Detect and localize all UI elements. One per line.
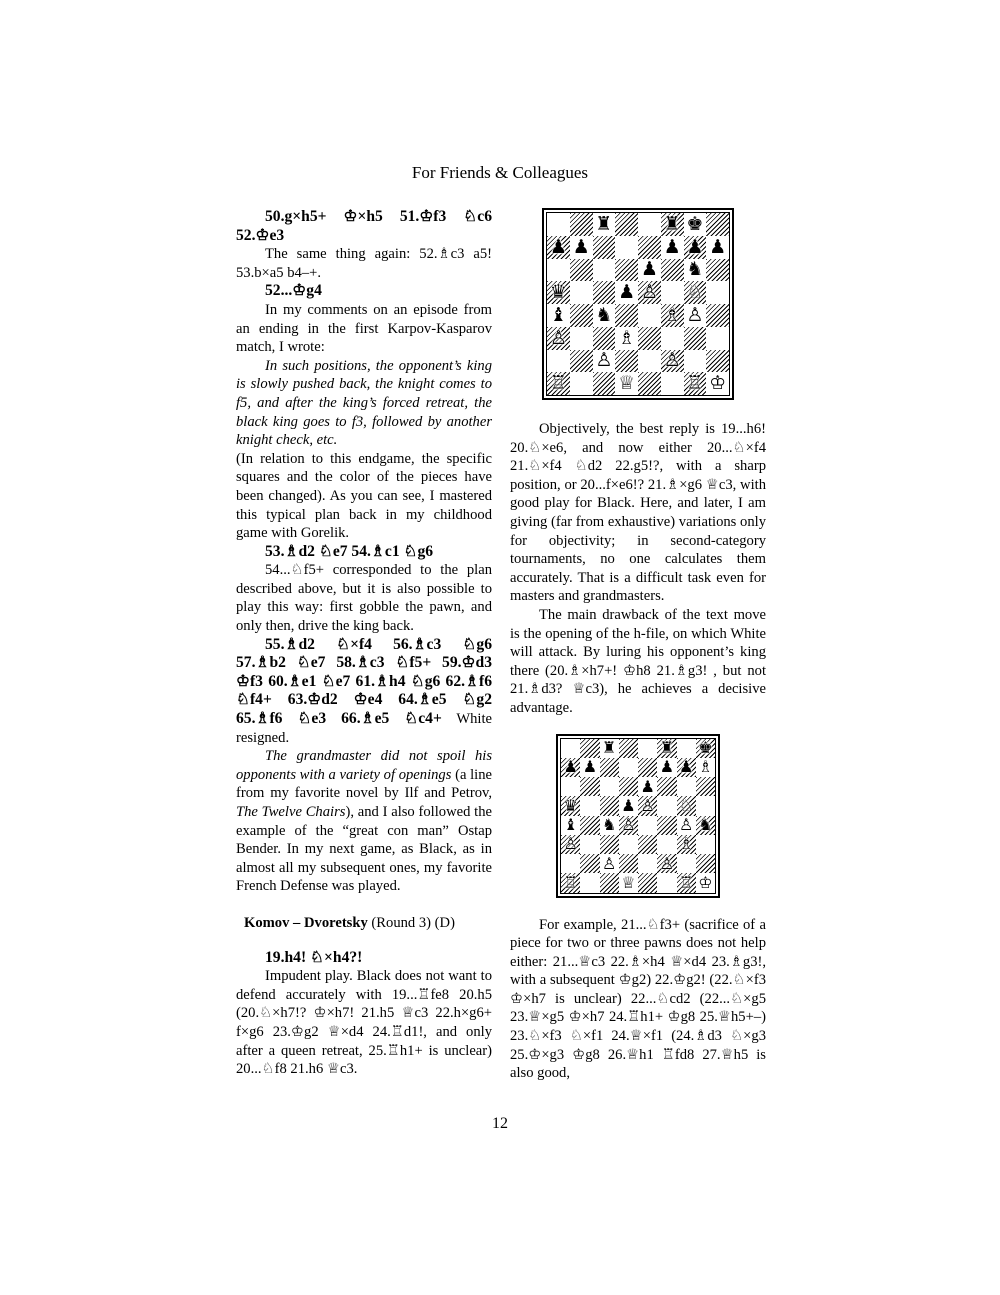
board-square — [580, 873, 599, 892]
board-square — [657, 796, 676, 815]
chess-piece: ♕ — [618, 372, 636, 395]
board-square — [661, 259, 684, 282]
board-square — [677, 777, 696, 796]
board-square — [593, 304, 616, 327]
board-square — [657, 758, 676, 777]
chess-piece: ♟ — [709, 235, 727, 258]
board-square — [547, 372, 570, 395]
board-square — [638, 372, 661, 395]
board-square — [638, 777, 657, 796]
board-square — [661, 327, 684, 350]
board-square — [570, 213, 593, 236]
chess-piece: ♔ — [709, 372, 727, 395]
board-square — [706, 304, 729, 327]
result-text: White resigned. — [236, 711, 492, 746]
chess-piece: ♟ — [678, 757, 694, 777]
board-square — [657, 854, 676, 873]
board-square — [619, 873, 638, 892]
board-square — [619, 739, 638, 758]
board-square — [615, 281, 638, 304]
board-square — [580, 796, 599, 815]
chess-piece: ♖ — [678, 872, 694, 892]
board-square — [684, 350, 707, 373]
book-title: The Twelve Chairs — [236, 804, 346, 820]
board-square — [570, 350, 593, 373]
board-square — [706, 350, 729, 373]
board-square — [638, 739, 657, 758]
move-text: 55.♗d2 ♘×f4 56.♗c3 ♘g6 57.♗b2 ♘e7 58.♗c3 ♘f5+ 59.♔d3 ♔f3 60.♗e1 ♘e7 61.♗h4 ♘g6 62.♗f6 ♘f4+ 63.♔d2 ♔e4 64.♗e5 ♘g2 65.♗f6 ♘e3 66.♗e5 ♘c4+ — [236, 635, 492, 728]
chess-piece: ♟ — [659, 757, 675, 777]
board-square — [684, 281, 707, 304]
board-square — [706, 236, 729, 259]
chess-piece: ♟ — [563, 757, 578, 777]
board-square — [600, 816, 619, 835]
board-square — [638, 304, 661, 327]
board-square — [547, 304, 570, 327]
chess-piece: ♚ — [698, 738, 713, 758]
board-square — [561, 835, 580, 854]
move-line: 53.♗d2 ♘e7 54.♗c1 ♘g6 — [265, 542, 434, 560]
board-square — [696, 816, 715, 835]
chess-piece: ♟ — [582, 757, 598, 777]
game-players: Komov – Dvoretsky — [244, 914, 368, 931]
board-square — [570, 259, 593, 282]
board-square — [580, 758, 599, 777]
paragraph: (In relation to this endgame, the specific squares and the color of the pieces have been changed). As you can see, I mastered this typical plan back in my childhood game with Gorelik. — [236, 450, 492, 542]
board-square — [696, 739, 715, 758]
board-square — [600, 835, 619, 854]
board-square — [706, 372, 729, 395]
italic-text: The grandmaster did not spoil his opponents with a variety of openings — [236, 748, 492, 783]
chess-piece: ♗ — [678, 834, 694, 854]
chess-piece: ♙ — [663, 349, 681, 372]
paragraph: For example, 21...♘f3+ (sacrifice of a piece for two or three pawns does not help either: 21...♕c3 22.♗×h4 ♕×d4 23.♗g3!, with a subsequent ♔g2) 22.♔g2! (22.♘×f3 ♔×h7 is unclear) 22...♘cd2 (22...♘×g5 23.♕×g5 ♔×h7 24.♖h1+ ♔g8 25.♕h5+–) 23.♘×f3 ♘×f1 24.♕×f1 (24.♗d3 ♘×g3 25.♔×g3 ♔g8 26.♕h1 ♖fd8 27.♕h5 is also good, — [510, 916, 766, 1082]
board-square — [619, 758, 638, 777]
chess-piece: ♚ — [686, 212, 704, 235]
board-square — [677, 796, 696, 815]
paragraph: In my comments on an episode from an ending in the first Karpov-Kasparov match, I wrote: — [236, 301, 492, 356]
board-square — [677, 758, 696, 777]
board-square — [600, 854, 619, 873]
board-square — [684, 236, 707, 259]
chess-piece: ♟ — [618, 281, 636, 304]
chess-piece: ♙ — [563, 834, 578, 854]
board-square — [638, 350, 661, 373]
board-square — [657, 739, 676, 758]
board-square — [638, 758, 657, 777]
board-square — [677, 835, 696, 854]
board-square — [706, 281, 729, 304]
board-square — [657, 777, 676, 796]
board-square — [615, 350, 638, 373]
board-square — [684, 327, 707, 350]
board-square — [677, 873, 696, 892]
board-square — [593, 350, 616, 373]
board-square — [547, 236, 570, 259]
board-square — [600, 739, 619, 758]
chess-piece: ♘ — [678, 795, 694, 815]
board-square — [615, 213, 638, 236]
chess-piece: ♟ — [640, 258, 658, 281]
board-square — [570, 236, 593, 259]
chess-piece: ♘ — [686, 281, 704, 304]
board-square — [661, 372, 684, 395]
chess-board-grid — [546, 212, 730, 396]
board-square — [638, 259, 661, 282]
board-square — [696, 758, 715, 777]
board-square — [661, 281, 684, 304]
move-line: 19.h4! ♘×h4?! — [265, 948, 363, 966]
board-square — [619, 816, 638, 835]
board-square — [615, 236, 638, 259]
chess-piece: ♜ — [601, 738, 617, 758]
board-square — [600, 758, 619, 777]
board-square — [638, 236, 661, 259]
board-square — [661, 304, 684, 327]
board-square — [638, 835, 657, 854]
board-square — [706, 213, 729, 236]
board-square — [580, 816, 599, 835]
chess-piece: ♟ — [640, 776, 655, 796]
plain-text: ), and I also followed the example of the “great con man” Ostap Bender. In my next game, as Black, as in almost all my subsequent ones, my favorite French Defense was played. — [236, 804, 492, 895]
chess-piece: ♙ — [678, 815, 694, 835]
chess-piece: ♟ — [663, 235, 681, 258]
board-square — [580, 739, 599, 758]
board-square — [638, 213, 661, 236]
board-square — [619, 796, 638, 815]
board-square — [615, 372, 638, 395]
chess-piece: ♙ — [659, 853, 675, 873]
left-column — [236, 208, 492, 1079]
board-square — [600, 777, 619, 796]
chess-piece: ♜ — [663, 212, 681, 235]
board-square — [638, 816, 657, 835]
chess-piece: ♞ — [595, 303, 613, 326]
board-square — [684, 213, 707, 236]
board-square — [696, 854, 715, 873]
board-square — [561, 816, 580, 835]
board-square — [677, 816, 696, 835]
paragraph: Objectively, the best reply is 19...h6! 20.♘×e6, and now either 20...♘×f4 21.♘×f4 ♘d2 22.g5!?, with a sharp position, or 20...f×e6!? 21.♗×g6 ♕c3, with good play for Black. Here, and later, I am giving (far from exhaustive) variations only for objectivity; in second-category tournaments, no one calculates them accurately. That is a difficult task even for masters and grandmasters. — [510, 421, 766, 605]
chess-piece: ♖ — [549, 372, 567, 395]
board-square — [638, 873, 657, 892]
board-square — [619, 854, 638, 873]
board-square — [561, 739, 580, 758]
chess-piece: ♟ — [549, 235, 567, 258]
board-square — [580, 854, 599, 873]
board-square — [547, 327, 570, 350]
chess-piece: ♞ — [601, 815, 617, 835]
board-square — [561, 873, 580, 892]
chess-piece: ♗ — [618, 326, 636, 349]
board-square — [615, 259, 638, 282]
board-square — [600, 796, 619, 815]
board-square — [706, 259, 729, 282]
chess-piece: ♕ — [621, 872, 636, 892]
plain-text: (a line from my favorite novel by Ilf and Petrov, — [236, 766, 492, 802]
board-square — [706, 327, 729, 350]
board-square — [638, 281, 661, 304]
board-square — [684, 304, 707, 327]
chess-piece: ♞ — [698, 815, 713, 835]
board-square — [696, 835, 715, 854]
board-square — [657, 835, 676, 854]
chess-piece: ♔ — [698, 872, 713, 892]
board-square — [638, 854, 657, 873]
chess-piece: ♙ — [686, 303, 704, 326]
board-square — [638, 796, 657, 815]
paragraph: 54...♘f5+ corresponded to the plan described above, but it is also possible to play this way: first gobble the pawn, and only then, drive the king back. — [236, 562, 492, 635]
paragraph: The main drawback of the text move is the opening of the h-file, on which White will attack. By luring his opponent’s king there (20.♗×h7+! ♔h8 21.♗g3! , but not 21.♗d3? ♕c3), he achieves a decisive advantage. — [510, 606, 766, 716]
chess-piece: ♜ — [595, 212, 613, 235]
chess-piece: ♝ — [563, 815, 578, 835]
paragraph: The same thing again: 52.♗c3 a5! 53.b×a5 b4–+. — [236, 246, 492, 281]
move-line — [236, 636, 492, 748]
board-square — [593, 372, 616, 395]
chess-piece: ♖ — [563, 872, 578, 892]
italic-quote: In such positions, the opponent’s king is slowly pushed back, the knight comes to f5, and after the king’s forced retreat, the black king goes to f3, followed by another knight check, etc. — [236, 357, 492, 449]
board-square — [661, 213, 684, 236]
chess-piece: ♙ — [595, 349, 613, 372]
board-square — [570, 327, 593, 350]
board-square — [661, 350, 684, 373]
board-square — [547, 213, 570, 236]
board-square — [677, 739, 696, 758]
game-info: (Round 3) (D) — [367, 914, 455, 931]
board-square — [684, 372, 707, 395]
chess-diagram — [556, 734, 720, 898]
board-square — [561, 758, 580, 777]
chess-piece: ♙ — [601, 853, 617, 873]
chess-piece: ♛ — [563, 795, 578, 815]
chess-piece: ♞ — [686, 258, 704, 281]
board-square — [547, 259, 570, 282]
board-square — [561, 777, 580, 796]
chess-piece: ♙ — [621, 815, 636, 835]
chess-piece: ♟ — [572, 235, 590, 258]
chess-piece: ♟ — [621, 795, 636, 815]
board-square — [593, 281, 616, 304]
board-square — [593, 213, 616, 236]
board-square — [677, 854, 696, 873]
board-square — [593, 236, 616, 259]
page-number: 12 — [492, 1115, 508, 1132]
chess-diagram — [542, 208, 734, 400]
chess-piece: ♟ — [686, 235, 704, 258]
chess-piece: ♜ — [659, 738, 675, 758]
board-square — [570, 281, 593, 304]
chess-piece: ♙ — [640, 795, 655, 815]
chess-piece: ♝ — [549, 303, 567, 326]
game-heading — [236, 914, 492, 933]
board-square — [570, 372, 593, 395]
board-square — [661, 236, 684, 259]
chess-piece: ♗ — [698, 757, 713, 777]
board-square — [600, 873, 619, 892]
board-square — [561, 796, 580, 815]
board-square — [547, 281, 570, 304]
board-square — [547, 350, 570, 373]
right-column — [510, 208, 766, 1083]
board-square — [619, 835, 638, 854]
board-square — [657, 873, 676, 892]
running-header: For Friends & Colleagues — [411, 163, 589, 182]
board-square — [580, 835, 599, 854]
board-square — [696, 777, 715, 796]
board-square — [657, 816, 676, 835]
paragraph — [236, 747, 492, 896]
chess-piece: ♙ — [549, 326, 567, 349]
board-square — [615, 304, 638, 327]
board-square — [638, 327, 661, 350]
chess-board-grid — [560, 738, 716, 894]
chess-piece: ♙ — [640, 281, 658, 304]
board-square — [615, 327, 638, 350]
board-square — [580, 777, 599, 796]
move-line: 50.g×h5+ ♔×h5 51.♔f3 ♘c6 52.♔e3 — [236, 208, 492, 244]
chess-piece: ♖ — [686, 372, 704, 395]
board-square — [619, 777, 638, 796]
board-square — [696, 796, 715, 815]
board-square — [593, 259, 616, 282]
board-square — [696, 873, 715, 892]
board-square — [561, 854, 580, 873]
board-square — [593, 327, 616, 350]
move-line: 52...♔g4 — [265, 282, 322, 300]
chess-piece: ♛ — [549, 281, 567, 304]
chess-piece: ♗ — [663, 303, 681, 326]
board-square — [684, 259, 707, 282]
board-square — [570, 304, 593, 327]
paragraph: Impudent play. Black does not want to defend accurately with 19...♖fe8 20.h5 (20.♘×h7!? ♔×h7! 21.h5 ♕c3 22.h×g6+ f×g6 23.♔g2 ♕×d4 24.♖d1!, and only after a queen retreat, 25.♖h1+ is unclear) 20...♘f8 21.h6 ♕c3. — [236, 968, 492, 1078]
